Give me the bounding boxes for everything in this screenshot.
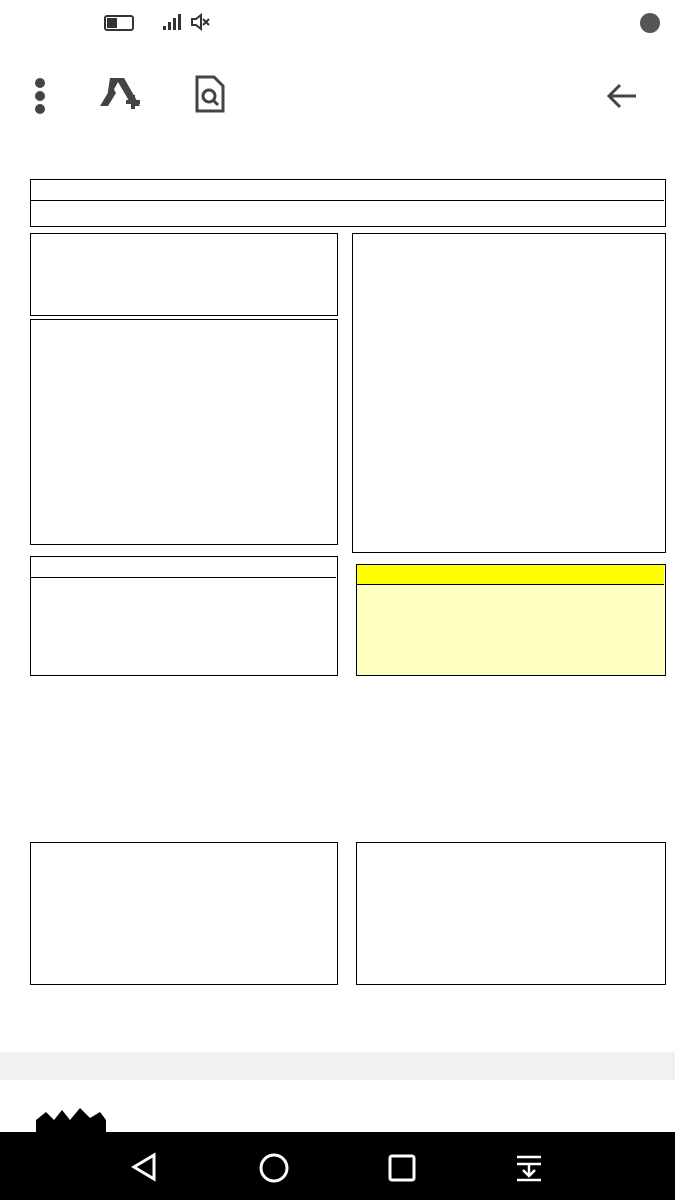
screening-results-box [352, 233, 666, 553]
more-icon[interactable] [34, 78, 46, 114]
status-bar [0, 0, 675, 46]
calculated-risks-table [356, 564, 666, 676]
battery-icon [104, 15, 134, 31]
search-document-icon[interactable] [194, 74, 226, 119]
page-gap [0, 1052, 675, 1080]
intro-box [30, 233, 338, 316]
markers-table [30, 556, 338, 676]
drive-add-icon[interactable] [98, 76, 142, 119]
chrome-icon [640, 13, 660, 33]
nav-bar [0, 1132, 675, 1200]
comments-box [356, 842, 666, 985]
preeclampsia-box [30, 842, 338, 985]
home-nav-icon[interactable] [258, 1152, 290, 1189]
recents-nav-icon[interactable] [388, 1154, 416, 1187]
mute-icon [190, 13, 210, 36]
back-arrow-icon[interactable] [606, 82, 638, 115]
patient-info-box [30, 319, 338, 545]
signal-icon [162, 14, 184, 30]
patient-header [30, 179, 666, 227]
risk-charts [0, 676, 675, 846]
pdf-toolbar [0, 46, 675, 146]
pdf-page-2[interactable] [0, 1080, 675, 1132]
keyboard-hide-icon[interactable] [514, 1154, 544, 1187]
back-nav-icon[interactable] [130, 1152, 160, 1187]
pdf-page[interactable] [0, 146, 675, 1052]
